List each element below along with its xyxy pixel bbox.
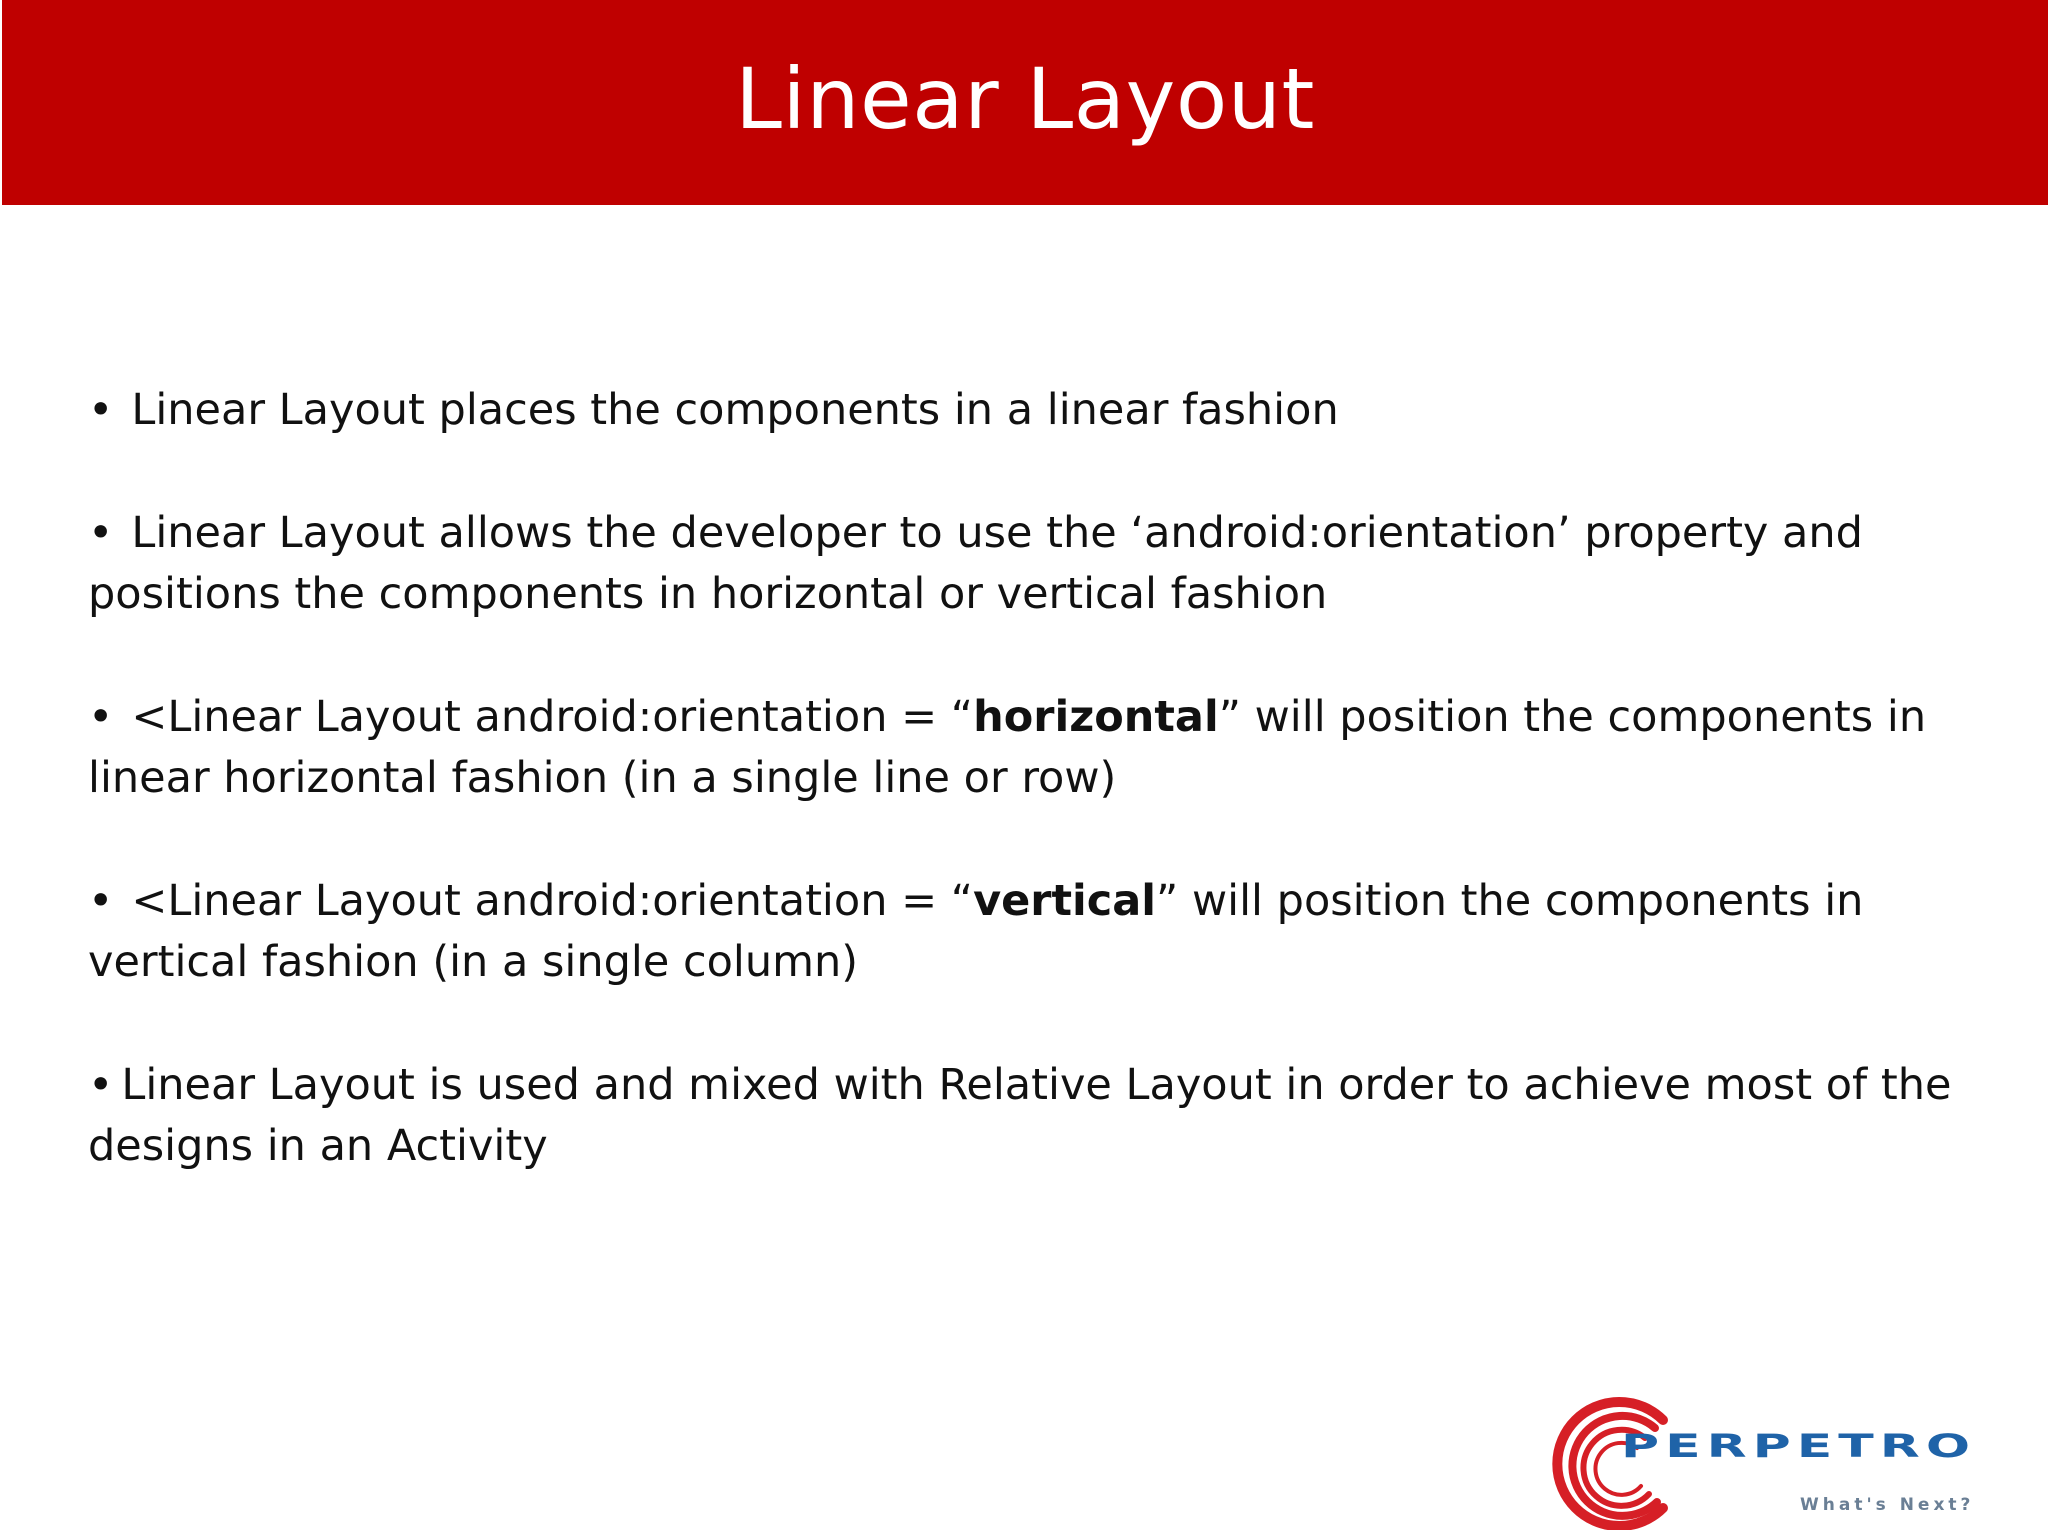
bullet-dot: • — [88, 1060, 114, 1110]
perpetro-logo — [1545, 1390, 2035, 1530]
logo-wordmark: PERPETRO — [1621, 1428, 1977, 1466]
bullet-item — [88, 687, 1988, 809]
bullet-item — [88, 380, 1988, 441]
bullet-dot: • — [88, 385, 114, 435]
bullet-text: <Linear Layout android:orientation = “ — [131, 876, 974, 926]
bullet-keyword: horizontal — [973, 692, 1219, 742]
bullet-item — [88, 503, 1988, 625]
bullet-text: Linear Layout places the components in a linear fashion — [131, 385, 1339, 435]
bullet-keyword: vertical — [973, 876, 1157, 926]
bullet-dot: • — [88, 508, 114, 558]
bullet-dot: • — [88, 876, 114, 926]
bullet-text: Linear Layout is used and mixed with Relative Layout in order to achieve most of the designs in an Activity — [88, 1060, 1952, 1171]
slide-title: Linear Layout — [735, 49, 1315, 148]
logo-tagline: What's Next? — [1800, 1495, 1975, 1515]
bullet-text-rest: ” will position the components in vertical fashion (in a single column) — [88, 876, 1864, 987]
bullet-text-rest: ” will position the components in linear horizontal fashion (in a single line or row) — [88, 692, 1927, 803]
bullet-list — [88, 380, 1988, 1239]
bullet-dot: • — [88, 692, 114, 742]
bullet-item — [88, 1055, 1988, 1177]
bullet-item — [88, 871, 1988, 993]
bullet-text: Linear Layout allows the developer to use the ‘android:orientation’ property and positions the components in horizontal or vertical fashion — [88, 508, 1863, 619]
bullet-text: <Linear Layout android:orientation = “ — [131, 692, 974, 742]
title-bar — [2, 0, 2048, 205]
